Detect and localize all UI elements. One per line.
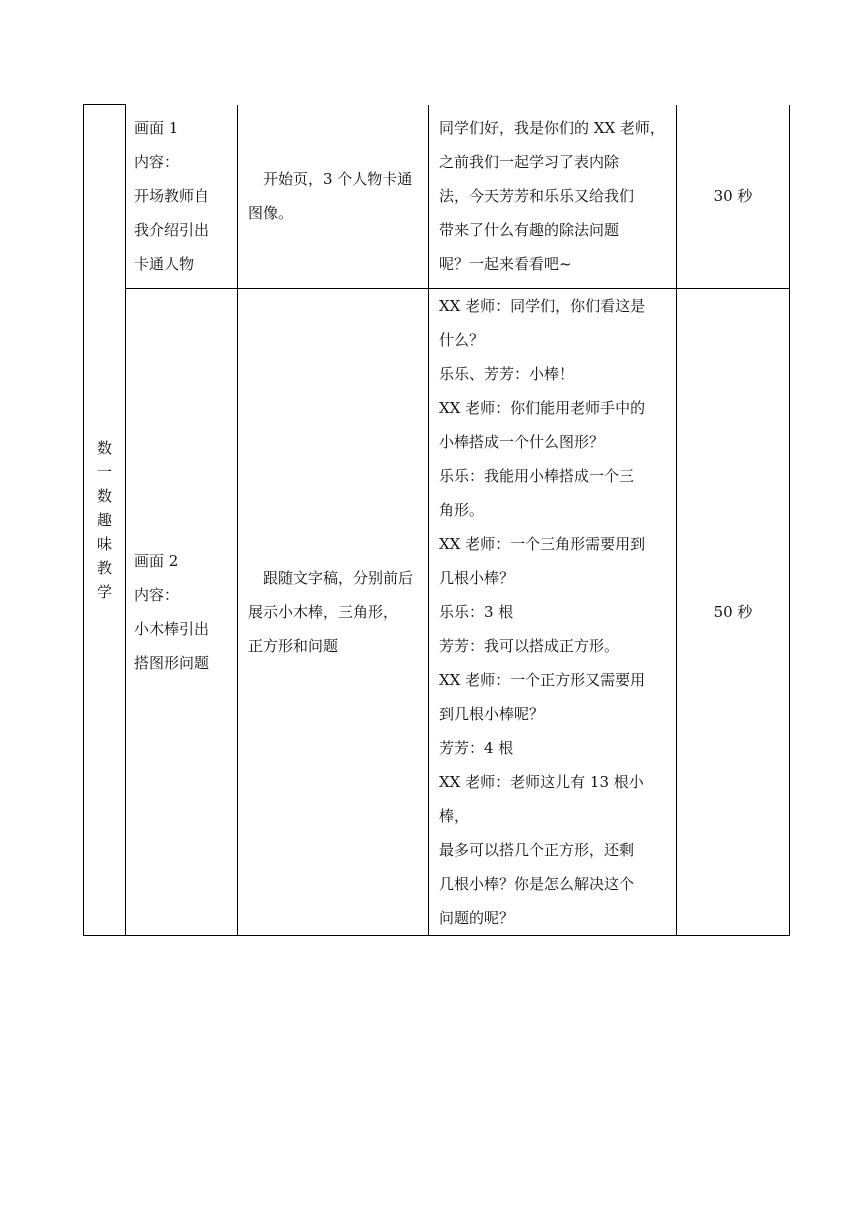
dialogue-line: 乐乐：我能用小棒搭成一个三 — [439, 466, 635, 485]
table-row — [84, 105, 790, 289]
dialogue-line: 最多可以搭几个正方形，还剩 — [439, 840, 635, 859]
content-line: 小木棒引出 — [134, 619, 210, 638]
dialogue-line: 乐乐、芳芳：小棒！ — [439, 364, 575, 383]
scene-title: 画面 2 — [134, 551, 179, 570]
dialogue-line: XX 老师：你们能用老师手中的 — [439, 398, 646, 417]
visual-cell — [238, 105, 429, 289]
dialogue-line: 到几根小棒呢？ — [439, 704, 545, 723]
dialogue-line: XX 老师：老师这儿有 13 根小棒， — [439, 772, 644, 825]
dialogue-line: 问题的呢？ — [439, 908, 515, 927]
dialogue-line: 几根小棒？ — [439, 568, 515, 587]
dialogue-line: 角形。 — [439, 500, 485, 519]
script-table — [83, 104, 790, 936]
dialogue-cell — [429, 288, 677, 935]
visual-cell — [238, 288, 429, 935]
dialogue-line: 几根小棒？你是怎么解决这个 — [439, 874, 635, 893]
content-label: 内容： — [134, 153, 180, 171]
dialogue-cell — [429, 105, 677, 289]
content-label: 内容： — [134, 585, 180, 604]
dialogue-line: 小棒搭成一个什么图形？ — [439, 432, 605, 451]
dialogue-line: 乐乐：3 根 — [439, 602, 514, 621]
content-line: 我介绍引出 — [134, 221, 210, 239]
duration-text: 30 秒 — [713, 187, 753, 205]
duration-cell — [677, 288, 790, 935]
dialogue-line: XX 老师：一个正方形又需要用 — [439, 670, 646, 689]
dialogue-line: 带来了什么有趣的除法问题 — [439, 221, 620, 239]
content-line: 开场教师自 — [134, 187, 210, 205]
dialogue-line: XX 老师：一个三角形需要用到 — [439, 534, 646, 553]
content-line: 卡通人物 — [134, 255, 195, 273]
dialogue-line: 法，今天芳芳和乐乐又给我们 — [439, 187, 635, 205]
content-line: 搭图形问题 — [134, 653, 210, 672]
dialogue-line: 呢？一起来看看吧~ — [439, 255, 572, 273]
dialogue-line: XX 老师：同学们，你们看这是 — [439, 296, 646, 315]
section-label: 数一数趣味教学 — [96, 438, 112, 601]
visual-line: 正方形和问题 — [248, 636, 339, 655]
visual-line: 图像。 — [248, 204, 294, 222]
section-cell — [84, 105, 126, 936]
visual-line: 展示小木棒，三角形， — [248, 602, 399, 621]
scene-title: 画面 1 — [134, 119, 179, 137]
table-row — [84, 288, 790, 935]
visual-line: 开始页，3 个人物卡通 — [263, 170, 413, 188]
dialogue-line: 之前我们一起学习了表内除 — [439, 153, 620, 171]
visual-line: 跟随文字稿，分别前后 — [263, 568, 414, 587]
duration-cell — [677, 105, 790, 289]
dialogue-line: 芳芳：4 根 — [439, 738, 514, 757]
dialogue-line: 芳芳：我可以搭成正方形。 — [439, 636, 620, 655]
scene-cell — [126, 105, 238, 289]
scene-cell — [126, 288, 238, 935]
dialogue-line: 同学们好，我是你们的 XX 老师， — [439, 119, 665, 137]
dialogue-line: 什么？ — [439, 330, 485, 349]
duration-text: 50 秒 — [713, 602, 753, 621]
